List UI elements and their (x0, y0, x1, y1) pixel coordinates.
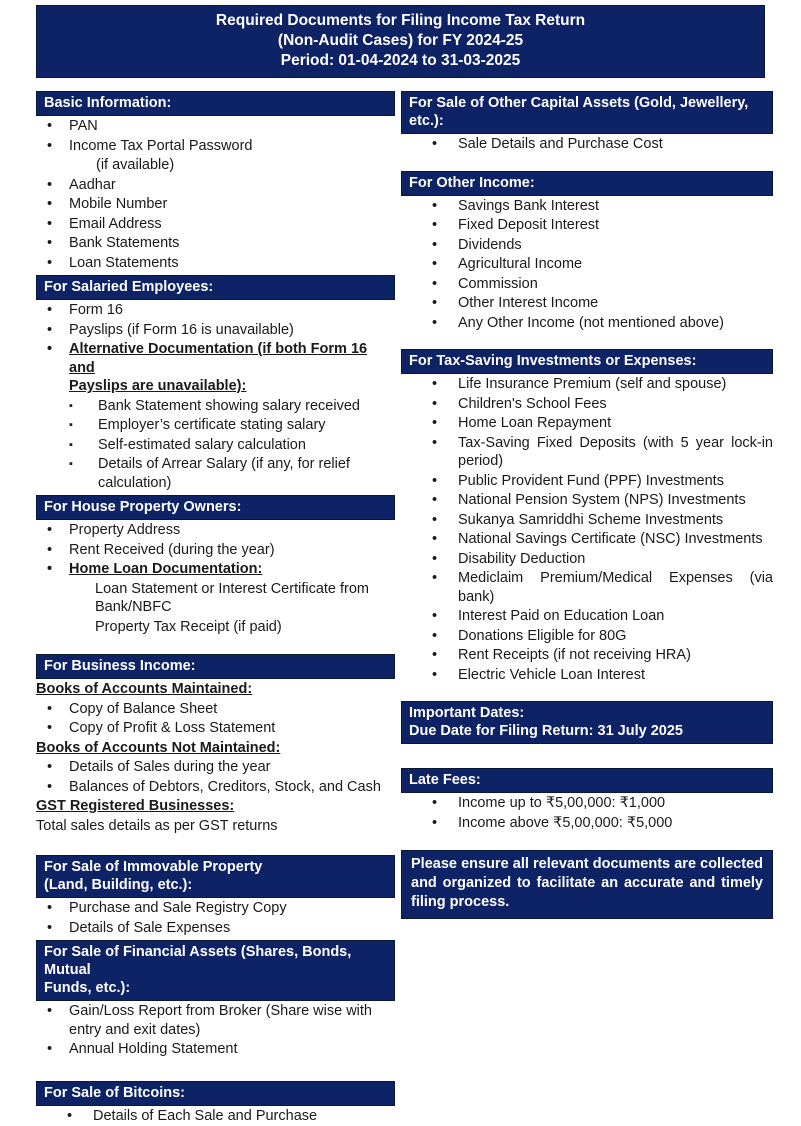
list-item-text: Disability Deduction (458, 550, 586, 567)
list-item (36, 340, 395, 396)
list-item (36, 1040, 395, 1059)
list-item (401, 511, 773, 530)
list-item (401, 530, 773, 549)
list-item-text: Income up to ₹5,00,000: ₹1,000 (458, 795, 666, 811)
list-item (36, 254, 395, 273)
list-item-text: Savings Bank Interest (458, 197, 600, 214)
list-item-text: Mediclaim Premium/Medical Expenses (via bank) (458, 570, 773, 605)
section-salaried-employees (36, 275, 395, 492)
section-header (401, 768, 773, 793)
section-header-line: Important Dates: (409, 705, 525, 721)
list-item-text: Fixed Deposit Interest (458, 217, 600, 233)
list-item-text: National Savings Certificate (NSC) Investments (458, 531, 763, 547)
section-late-fees (401, 768, 773, 832)
list-item (401, 255, 773, 274)
list-item-text: Copy of Balance Sheet (69, 700, 218, 717)
list-item (401, 607, 773, 626)
list-item-text: Sukanya Samriddhi Scheme Investments (458, 511, 724, 528)
list-item (36, 1002, 395, 1039)
section-header (401, 91, 773, 134)
list-item (36, 580, 395, 617)
list-item-text: Bank Statements (69, 235, 180, 251)
list-item (36, 541, 395, 560)
section-header-line: Late Fees: (409, 772, 481, 788)
list-item (401, 472, 773, 491)
list-item (401, 666, 773, 685)
list-item (36, 1107, 395, 1126)
list-item (36, 301, 395, 320)
list-item (36, 680, 395, 699)
list-item-text: Donations Eligible for 80G (458, 627, 627, 644)
list-item-text: Form 16 (69, 302, 123, 318)
right-column (401, 91, 773, 1126)
section-header-line: For Sale of Other Capital Assets (Gold, Jewellery, etc.): (409, 95, 749, 129)
list-item (401, 135, 773, 154)
section-header-line: For Sale of Immovable Property (44, 859, 263, 875)
list-item-text: Details of Sales during the year (69, 759, 271, 775)
list-item-text: Details of Each Sale and Purchase (93, 1107, 318, 1124)
list-item (401, 550, 773, 569)
list-item (36, 137, 395, 156)
list-item (401, 627, 773, 646)
section-financial-assets (36, 940, 395, 1059)
list-item (36, 176, 395, 195)
list-item-text: PAN (69, 118, 98, 134)
section-header (401, 701, 773, 744)
section-basic-information (36, 91, 395, 272)
section-tax-saving (401, 349, 773, 684)
list-item (401, 569, 773, 606)
list-item (401, 794, 773, 813)
list-item-text: Books of Accounts Not Maintained: (36, 739, 281, 756)
list-item (36, 234, 395, 253)
section-header (36, 855, 395, 898)
list-item (401, 395, 773, 414)
list-item (36, 899, 395, 918)
list-item-text: Balances of Debtors, Creditors, Stock, and Cash (69, 778, 381, 795)
list-item-text: Income Tax Portal Password (69, 137, 253, 154)
section-header-line: Due Date for Filing Return: 31 July 2025 (409, 723, 683, 739)
list-item (36, 521, 395, 540)
section-house-property-owners (36, 495, 395, 636)
section-header-line: For Other Income: (409, 174, 535, 191)
section-header-line: For Sale of Financial Assets (Shares, Bonds, Mutual (44, 944, 352, 978)
list-item (36, 919, 395, 938)
list-item (36, 618, 395, 637)
list-item (36, 778, 395, 797)
list-item-text: Property Address (69, 522, 181, 538)
list-item (401, 275, 773, 294)
list-item-text: Interest Paid on Education Loan (458, 608, 665, 624)
list-item-text: Copy of Profit & Loss Statement (69, 720, 276, 736)
list-item (36, 455, 395, 492)
section-header (401, 171, 773, 196)
list-item (401, 197, 773, 216)
list-item-text: Aadhar (69, 176, 116, 193)
list-item-text: National Pension System (NPS) Investments (458, 492, 746, 508)
document-title (36, 5, 765, 78)
list-item-text: Self-estimated salary calculation (98, 436, 306, 453)
section-header (401, 349, 773, 374)
list-item (36, 117, 395, 136)
list-item-text: Alternative Documentation (if both Form 16 and Payslips are unavailable): (69, 341, 368, 394)
list-item-text: Gain/Loss Report from Broker (Share wise with entry and exit dates) (69, 1003, 372, 1038)
section-header-line: For House Property Owners: (44, 499, 242, 515)
list-item-text: Commission (458, 275, 538, 292)
list-item (36, 321, 395, 340)
section-header-line: For Salaried Employees: (44, 279, 214, 295)
list-item-text: GST Registered Businesses: (36, 798, 235, 814)
section-header (36, 1081, 395, 1106)
list-item-text: Other Interest Income (458, 295, 599, 311)
list-item-text: Mobile Number (69, 196, 168, 212)
section-business-income (36, 654, 395, 835)
note-box: Please ensure all relevant documents are collected and organized to facilitate an accurate and timely filing process. (401, 850, 773, 919)
list-item-text: Property Tax Receipt (if paid) (95, 618, 282, 635)
section-header (36, 654, 395, 679)
list-item (36, 739, 395, 758)
list-item (36, 397, 395, 416)
two-column-layout (36, 91, 773, 1126)
list-item-text: Purchase and Sale Registry Copy (69, 900, 287, 916)
list-item-text: Bank Statement showing salary received (98, 397, 360, 414)
list-item (36, 436, 395, 455)
section-important-dates (401, 701, 773, 744)
section-header-line: For Sale of Bitcoins: (44, 1084, 185, 1101)
list-item-text: Life Insurance Premium (self and spouse) (458, 376, 727, 392)
document-title-line1: Required Documents for Filing Income Tax Return (215, 12, 586, 29)
list-item-text: Income above ₹5,00,000: ₹5,000 (458, 814, 673, 831)
list-item-text: Loan Statements (69, 254, 179, 271)
list-item (401, 414, 773, 433)
list-item-text: Any Other Income (not mentioned above) (458, 314, 724, 331)
list-item (401, 314, 773, 333)
list-item (36, 719, 395, 738)
list-item-text: Home Loan Documentation: (69, 561, 263, 577)
list-item (401, 216, 773, 235)
section-header-line: (Land, Building, etc.): (44, 877, 193, 893)
list-item (36, 156, 395, 175)
section-header (36, 495, 395, 520)
list-item-text: Home Loan Repayment (458, 415, 612, 431)
list-item-text: Rent Received (during the year) (69, 541, 275, 558)
list-item-text: Public Provident Fund (PPF) Investments (458, 472, 724, 489)
list-item-text: Details of Sale Expenses (69, 919, 231, 936)
list-item-text: Annual Holding Statement (69, 1041, 238, 1057)
list-item (401, 236, 773, 255)
section-header-line: For Tax-Saving Investments or Expenses: (409, 353, 697, 369)
list-item (36, 215, 395, 234)
section-other-income (401, 171, 773, 333)
list-item (401, 814, 773, 833)
section-immovable-property (36, 855, 395, 937)
list-item (401, 294, 773, 313)
list-item-text: Dividends (458, 236, 522, 253)
list-item (401, 375, 773, 394)
list-item (36, 560, 395, 579)
list-item-text: Children's School Fees (458, 395, 607, 412)
list-item-text: Rent Receipts (if not receiving HRA) (458, 647, 691, 663)
document-title-line3: Period: 01-04-2024 to 31-03-2025 (280, 52, 521, 69)
list-item (401, 434, 773, 471)
list-item-text: Books of Accounts Maintained: (36, 681, 253, 697)
section-bitcoins (36, 1081, 395, 1126)
list-item (36, 416, 395, 435)
left-column (36, 91, 395, 1126)
list-item-text: Agricultural Income (458, 256, 583, 272)
list-item (36, 700, 395, 719)
list-item (36, 195, 395, 214)
list-item-text: (if available) (96, 157, 175, 173)
list-item (401, 646, 773, 665)
section-header-line: Funds, etc.): (44, 980, 131, 996)
section-other-capital-assets (401, 91, 773, 154)
list-item-text: Electric Vehicle Loan Interest (458, 666, 645, 683)
section-header (36, 940, 395, 1001)
list-item-text: Payslips (if Form 16 is unavailable) (69, 321, 294, 338)
list-item-text: Sale Details and Purchase Cost (458, 136, 663, 152)
list-item (36, 797, 395, 816)
list-item-text: Details of Arrear Salary (if any, for relief calculation) (98, 456, 350, 491)
list-item-text: Loan Statement or Interest Certificate from Bank/NBFC (95, 580, 370, 615)
section-header-line: For Business Income: (44, 658, 196, 674)
section-header (36, 275, 395, 300)
section-header (36, 91, 395, 116)
list-item-text: Total sales details as per GST returns (36, 817, 278, 834)
list-item-text: Tax-Saving Fixed Deposits (with 5 year lock-in period) (458, 434, 773, 469)
list-item (36, 817, 395, 836)
list-item-text: Employer’s certificate stating salary (98, 417, 326, 433)
list-item (36, 758, 395, 777)
section-header-line: Basic Information: (44, 95, 172, 111)
list-item (401, 491, 773, 510)
list-item-text: Email Address (69, 215, 162, 232)
document-title-line2: (Non-Audit Cases) for FY 2024-25 (277, 32, 524, 49)
